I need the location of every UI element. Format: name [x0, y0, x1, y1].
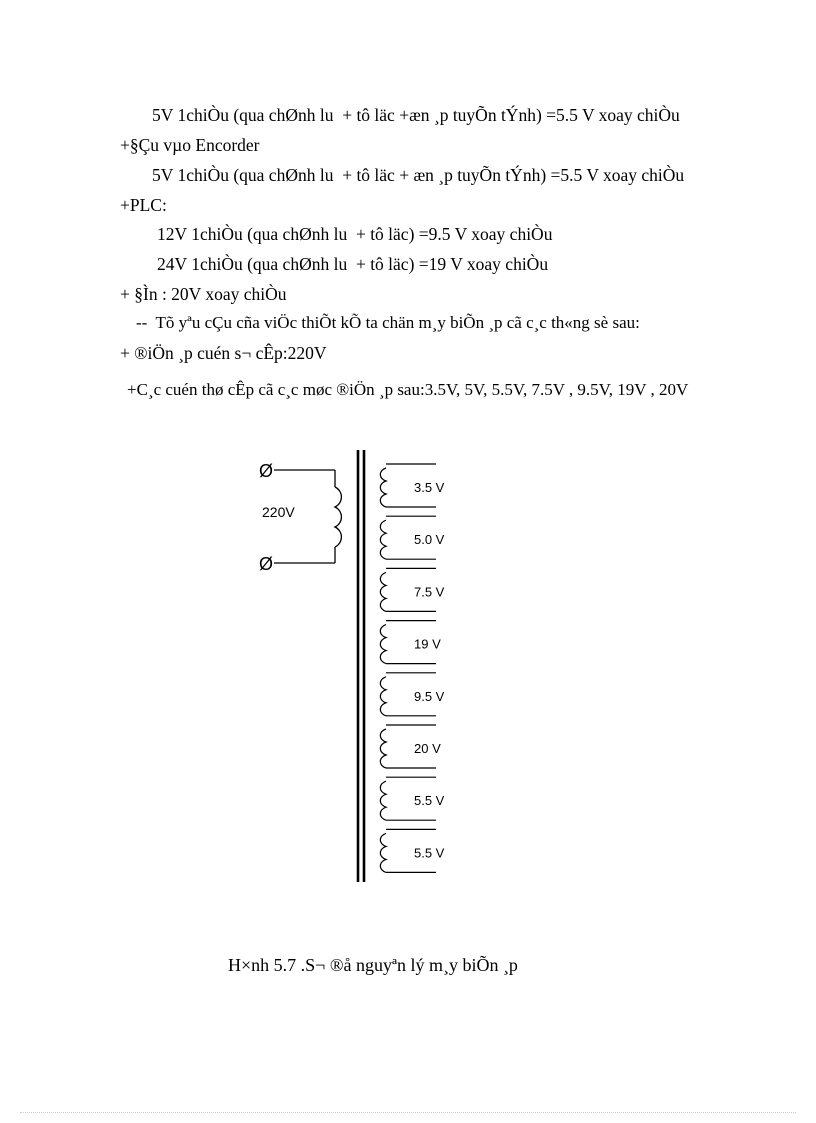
secondary-coil	[380, 468, 386, 507]
text-line-5: 12V 1chiÒu (qua chØnh lu + tô läc) =9.5 V xoay chiÒu	[157, 224, 553, 244]
text-line-6: 24V 1chiÒu (qua chØnh lu + tô läc) =19 V xoay chiÒu	[157, 254, 549, 274]
secondary-winding-1	[380, 464, 444, 507]
secondary-coil	[380, 833, 386, 872]
secondary-voltage-label: 3.5 V	[414, 480, 445, 495]
secondary-winding-3	[380, 568, 444, 611]
secondary-voltage-label: 20 V	[414, 741, 441, 756]
primary-coil	[335, 487, 341, 547]
secondary-coil	[380, 572, 386, 611]
text-line-9: + ®iÖn ¸p cuén s¬ cÊp:220V	[120, 343, 327, 363]
text-line-4: +PLC:	[120, 195, 167, 215]
secondary-winding-5	[380, 673, 444, 716]
secondary-voltage-label: 5.5 V	[414, 845, 445, 861]
terminal-top-symbol: Ø	[259, 461, 274, 481]
footer-rule	[20, 1112, 796, 1113]
secondary-voltage-label: 5.0 V	[414, 532, 445, 548]
text-line-10: +C¸c cuén thø cÊp cã c¸c møc ®iÖn ¸p sau:3.5V, 5V, 5.5V, 7.5V , 9.5V, 19V , 20V	[127, 380, 689, 399]
secondary-winding-8	[380, 829, 444, 872]
primary-voltage-label: 220V	[262, 504, 295, 520]
figure-caption: H×nh 5.7 .S¬ ®å nguyªn lý m¸y biÕn ¸p	[228, 955, 518, 975]
secondary-coil	[380, 520, 386, 559]
secondary-voltage-label: 19 V	[414, 636, 441, 652]
secondary-coil	[380, 781, 386, 820]
secondary-voltage-label: 5.5 V	[414, 793, 445, 809]
text-line-1: 5V 1chiÒu (qua chØnh lu + tô läc +æn ¸p tuyÕn tÝnh) =5.5 V xoay chiÒu	[152, 105, 680, 125]
text-line-2: +§Çu vµo Encorder	[120, 135, 260, 155]
secondary-winding-2	[380, 516, 444, 559]
secondary-winding-6	[380, 725, 441, 768]
transformer-core	[358, 450, 364, 882]
text-line-3: 5V 1chiÒu (qua chØnh lu + tô läc + æn ¸p tuyÕn tÝnh) =5.5 V xoay chiÒu	[152, 165, 685, 185]
secondary-coil	[380, 677, 386, 716]
text-line-8: -- Tõ yªu cÇu cña viÖc thiÕt kÕ ta chän m¸y biÕn ¸p cã c¸c th«ng sè sau:	[136, 313, 640, 332]
secondary-voltage-label: 9.5 V	[414, 688, 445, 704]
text-line-7: + §Ìn : 20V xoay chiÒu	[120, 284, 287, 304]
secondary-coil	[380, 729, 386, 768]
secondary-winding-4	[380, 621, 441, 664]
secondary-voltage-label: 7.5 V	[414, 584, 445, 600]
secondary-winding-7	[380, 777, 444, 820]
secondary-coil	[380, 625, 386, 664]
terminal-bottom-symbol: Ø	[259, 554, 274, 574]
